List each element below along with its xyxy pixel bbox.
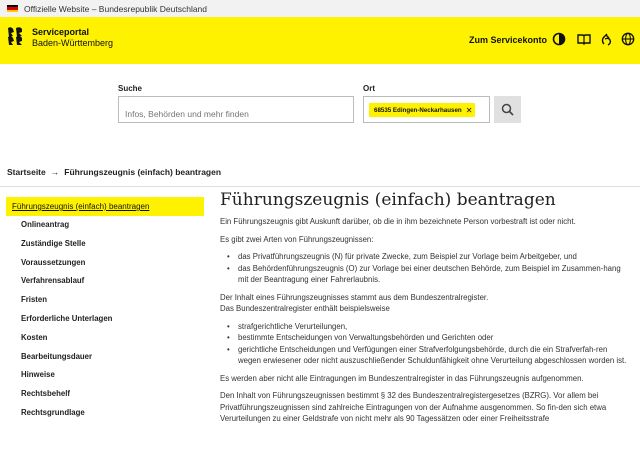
official-website-text[interactable]: Offizielle Website – Bundesrepublik Deutschland <box>24 3 208 14</box>
sidebar-item-onlineantrag[interactable]: Onlineantrag <box>21 220 70 229</box>
register-list <box>220 321 632 367</box>
register-paragraph: Der Inhalt eines Führungszeugnisses stammt aus dem Bundeszentralregister. <box>220 292 489 302</box>
breadcrumb <box>7 167 221 177</box>
sidebar-item-verfahrensablauf[interactable]: Verfahrensablauf <box>21 276 85 286</box>
divider <box>0 186 640 187</box>
sidebar-item-active[interactable]: Führungszeugnis (einfach) beantragen <box>6 197 204 216</box>
book-icon[interactable] <box>577 32 591 46</box>
search-input[interactable] <box>118 96 354 123</box>
german-flag-icon <box>7 5 18 12</box>
site-header <box>0 17 640 64</box>
sidebar-item-kosten[interactable]: Kosten <box>21 332 48 342</box>
page-nav-sidebar <box>6 197 204 423</box>
types-list <box>220 251 632 286</box>
list-item: • das Privatführungszeugnis (N) für private Zwecke, zum Beispiel zur Vorlage beim Arbeitgeber, und <box>220 251 632 263</box>
sidebar-item-bearbeitungsdauer[interactable]: Bearbeitungsdauer <box>21 351 93 361</box>
ort-label: Ort <box>363 84 375 93</box>
list-item: • gerichtliche Entscheidungen und Verfügungen einer Strafverfolgungsbehörde, durch die ein Strafverfah-ren wegen erwiesener oder nicht auszuschließender Schuldunfähigkeit ohne Verurteilung abgeschlossen worden ist. <box>220 344 632 367</box>
list-item: • das Behördenführungszeugnis (O) zur Vorlage bei einer deutschen Behörde, zum Beispiel im Zusammen-hang mit der Beantragung einer Fahrerlaubnis. <box>220 263 632 286</box>
intro-paragraph: Ein Führungszeugnis gibt Auskunft darüber, ob die in ihm bezeichnete Person vorbestraft ist oder nicht. <box>220 217 576 226</box>
bw-lions-logo-icon[interactable] <box>6 25 25 46</box>
sidebar-item-unterlagen[interactable]: Erforderliche Unterlagen <box>21 313 113 323</box>
sidebar-item-fristen[interactable]: Fristen <box>21 295 47 305</box>
ort-chip[interactable] <box>369 103 475 117</box>
breadcrumb-home[interactable]: Startseite <box>7 167 46 177</box>
types-intro: Es gibt zwei Arten von Führungszeugnissen: <box>220 234 374 244</box>
sign-language-icon[interactable] <box>600 32 614 46</box>
main-content <box>220 190 632 431</box>
breadcrumb-arrow-icon: → <box>50 167 60 177</box>
search-icon <box>501 103 514 116</box>
breadcrumb-current: Führungszeugnis (einfach) beantragen <box>64 167 222 177</box>
list-item: • strafgerichtliche Verurteilungen, <box>220 321 632 333</box>
brand-title: Serviceportal <box>32 27 90 37</box>
sidebar-item-voraussetzungen[interactable]: Voraussetzungen <box>21 257 86 267</box>
brand-subtitle: Baden-Württemberg <box>32 38 114 48</box>
sidebar-item-zustaendige-stelle[interactable]: Zuständige Stelle <box>21 238 86 248</box>
list-item: • bestimmte Entscheidungen von Verwaltungsbehörden und Gerichten oder <box>220 332 632 344</box>
ort-input[interactable] <box>363 96 490 123</box>
not-all-entries-paragraph: Es werden aber nicht alle Eintragungen im Bundeszentralregister in das Führungszeugnis aufgenommen. <box>220 373 584 383</box>
servicekonto-link[interactable]: Zum Servicekonto <box>469 35 548 45</box>
sidebar-item-rechtsgrundlage[interactable]: Rechtsgrundlage <box>21 407 85 417</box>
official-website-bar <box>0 0 640 17</box>
remove-chip-icon[interactable]: ✕ <box>465 105 473 115</box>
search-button[interactable] <box>494 96 521 123</box>
sidebar-item-rechtsbehelf[interactable]: Rechtsbehelf <box>21 389 70 399</box>
ort-chip-label: 68535 Edingen-Neckarhausen <box>374 106 462 114</box>
sidebar-item-hinweise[interactable]: Hinweise <box>21 370 55 380</box>
register-examples-intro: Das Bundeszentralregister enthält beispielsweise <box>220 304 390 313</box>
site-brand[interactable] <box>32 27 113 49</box>
bzrg-paragraph: Den Inhalt von Führungszeugnissen bestimmt § 32 des Bundeszentralregistergesetzes (BZRG). Vor allem bei Privatführungszeugnissen sind zahlreiche Eintragungen von der Aufnahme ausgenommen. So fin-den sich etwa Verurteilungen zu einer Geldstrafe von nicht mehr als 90 Tagessätzen oder einer Freiheitsstrafe <box>220 391 607 423</box>
page-title: Führungszeugnis (einfach) beantragen <box>220 190 556 210</box>
globe-icon[interactable] <box>621 32 635 46</box>
search-label: Suche <box>118 84 143 93</box>
contrast-icon[interactable] <box>552 32 566 46</box>
